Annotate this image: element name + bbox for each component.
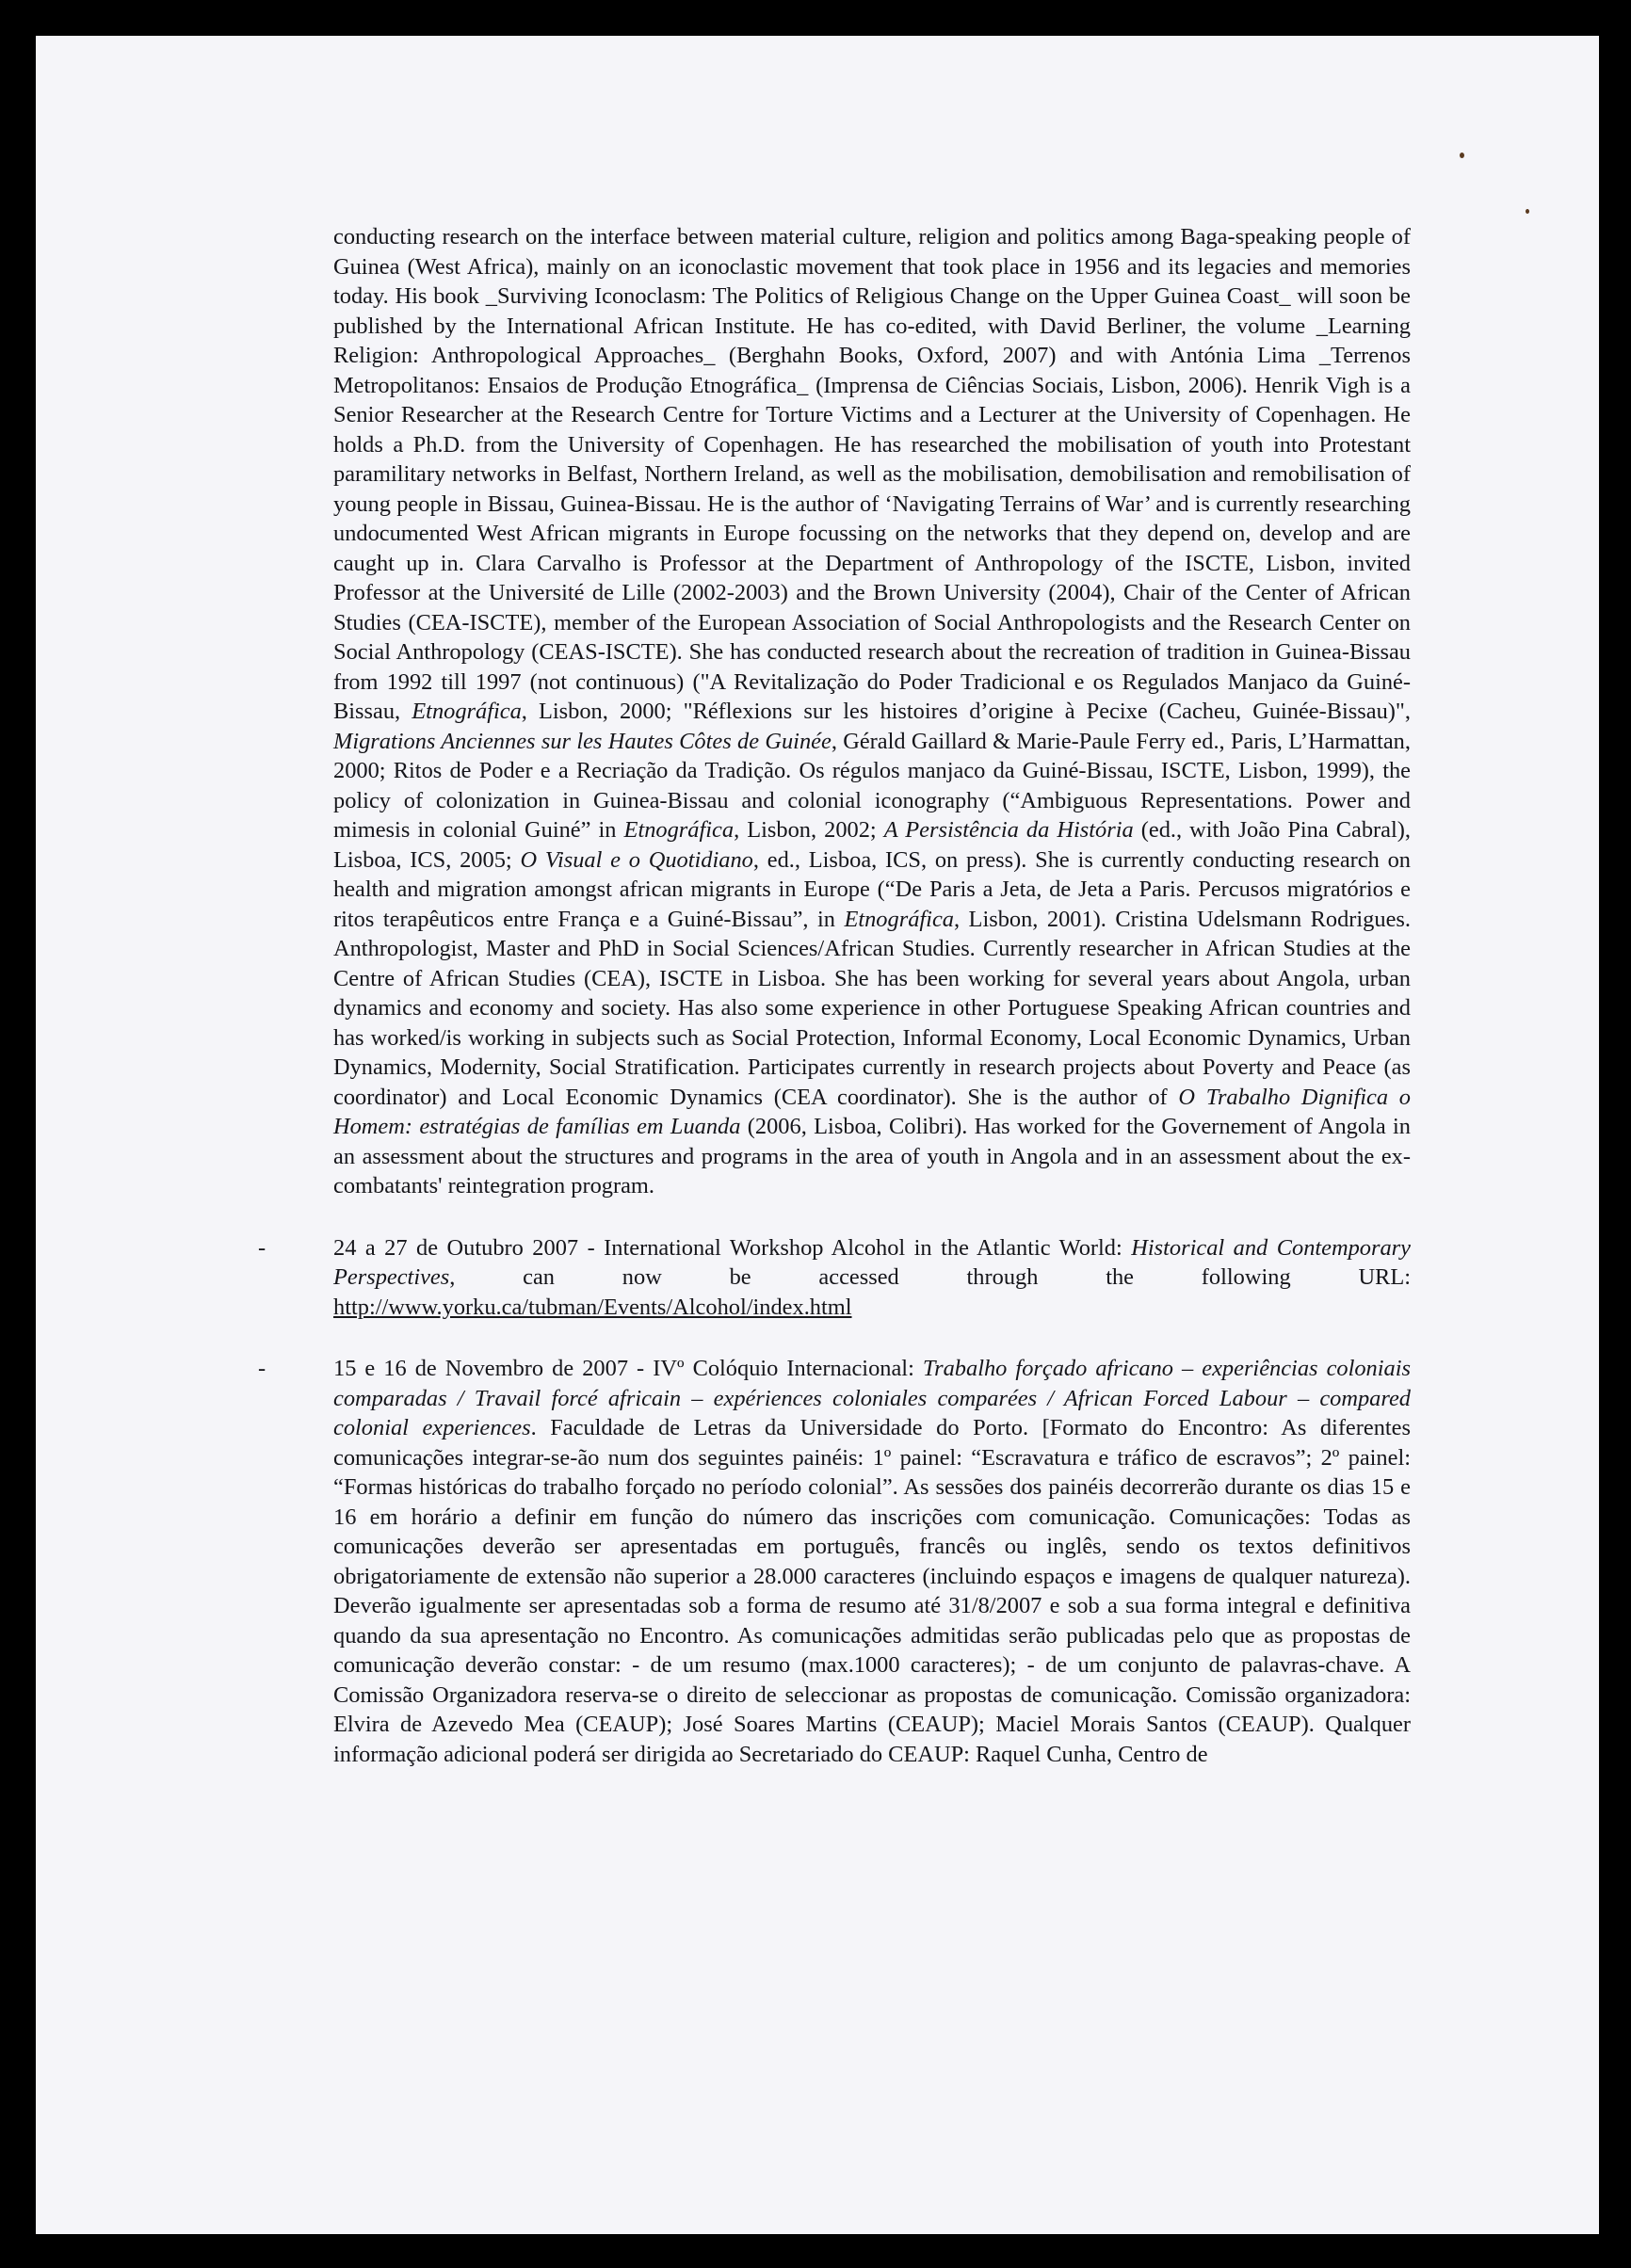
journal-title: Etnográfica — [623, 817, 735, 843]
bio-text: conducting research on the interface between material culture, religion and politics among Baga-speaking people of Guinea (West Africa), mainly on an iconoclastic movement that took place in 1956 and its legacies and memories today. His book _Surviving Iconoclasm: The Politics of Religious Change on the Upper Guinea Coast_ will soon be published by the International African Institute. He has co-edited, with David Berliner, the volume _Learning Religion: Anthropological Approaches_ (Berghahn Books, Oxford, 2007) and with Antónia Lima _Terrenos Metropolitanos: Ensaios de Produção Etnográfica_ (Imprensa de Ciências Sociais, Lisbon, 2006). Henrik Vigh is a Senior Researcher at the Research Centre for Torture Victims and a Lecturer at the University of Copenhagen. He holds a Ph.D. from the University of Copenhagen. He has researched the mobilisation of youth into Protestant paramilitary networks in Belfast, Northern Ireland, as well as the mobilisation, demobilisation and remobilisation of young people in Bissau, Guinea-Bissau. He is the author of ‘Navigating Terrains of War’ and is currently researching undocumented West African migrants in Europe focussing on the networks that they depend on, develop and are caught up in. Clara Carvalho is Professor at the Department of Anthropology of the ISCTE, Lisbon, invited Professor at the Université de Lille (2002-2003) and the Brown University (2004), Chair of the Center of African Studies (CEA-ISCTE), member of the European Association of Social Anthropologists and the Research Center on Social Anthropology (CEAS-ISCTE). She has conducted research about the recreation of tradition in Guinea-Bissau from 1992 till 1997 (not continuous) ("A Revitalização do Poder Tradicional e os Regulados Manjaco da Guiné-Bissau, — [333, 224, 1411, 724]
scanned-page — [36, 36, 1599, 2234]
book-title: Migrations Anciennes sur les Hautes Côtes de Guinée — [333, 728, 832, 754]
event-text: . Faculdade de Letras da Universidade do Porto. [Formato do Encontro: As diferentes comunicações integrar-se-ão num dos seguintes painéis: 1º painel: “Escravatura e tráfico de escravos”; 2º painel: “Formas históricas do trabalho forçado no período colonial”. As sessões dos painéis decorrerão durante os dias 15 e 16 em horário a definir em função do número das inscrições com comunicação. Comunicações: Todas as comunicações deverão ser apresentadas em português, francês ou inglês, sendo os textos definitivos obrigatoriamente de extensão não superior a 28.000 caracteres (incluindo espaços e imagens de qualquer natureza). Deverão igualmente ser apresentadas sob a forma de resumo até 31/8/2007 e sob a sua forma integral e definitiva quando da sua apresentação no Encontro. As comunicações admitidas serão publicadas pelo que as propostas de comunicação deverão constar: - de um resumo (max.1000 caracteres); - de um conjunto de palavras-chave. A Comissão Organizadora reserva-se o direito de seleccionar as propostas de comunicação. Comissão organizadora: Elvira de Azevedo Mea (CEAUP); José Soares Martins (CEAUP); Maciel Morais Santos (CEAUP). Qualquer informação adicional poderá ser dirigida ao Secretariado do CEAUP: Raquel Cunha, Centro de — [333, 1415, 1412, 1767]
book-title: O Trabalho Dignifica o Homem: estratégias de famílias em Luanda — [333, 1084, 1411, 1139]
bio-text: , ed., Lisboa, ICS, on press). She is currently conducting research on health and migration amongst african migrants in Europe (“De Paris a Jeta, de Jeta a Paris. Percusos migratórios e ritos terapêuticos entre França e a Guiné-Bissau”, in — [333, 846, 1411, 932]
event-text: 15 e 16 de Novembro de 2007 - IVº Colóquio Internacional: — [333, 1356, 923, 1381]
document-body — [258, 222, 1412, 1769]
scan-speck — [1460, 153, 1464, 158]
bio-text: (2006, Lisboa, Colibri). Has worked for the Governement of Angola in an assessment about the structures and programs in the area of youth in Angola and in an assessment about the ex-combatants' reintegration program. — [333, 1114, 1411, 1198]
bio-text: , Lisbon, 2000; "Réflexions sur les histoires d’origine à Pecixe (Cacheu, Guinée-Bissau)", — [521, 699, 1411, 724]
event-text: 24 a 27 de Outubro 2007 - International Workshop Alcohol in the Atlantic World: — [333, 1234, 1132, 1261]
list-dash: - — [258, 1356, 266, 1381]
event-url-link[interactable]: http://www.yorku.ca/tubman/Events/Alcohol/index.html — [333, 1294, 852, 1320]
bio-text: , Lisbon, 2002; — [734, 817, 884, 843]
list-dash: - — [258, 1234, 266, 1261]
journal-title: Etnográfica — [844, 906, 954, 932]
scan-speck — [1526, 209, 1529, 214]
journal-title: Etnográfica — [412, 699, 522, 724]
event-text: , can now be accessed through the following URL: — [449, 1264, 1411, 1290]
book-title: O Visual e o Quotidiano — [520, 846, 753, 873]
book-title: A Persistência da História — [883, 817, 1134, 843]
bio-text: , Gérald Gaillard & Marie-Paule Ferry ed., Paris, L’Harmattan, 2000; Ritos de Poder e a Recriação da Tradição. Os régulos manjaco da Guiné-Bissau, ISCTE, Lisbon, 1999), the policy of colonization in Guinea-Bissau and colonial iconography (“Ambiguous Representations. Power and mimesis in colonial Guiné” in — [333, 728, 1411, 843]
event-subtitle: Trabalho forçado africano – experiências coloniais comparadas / Travail forcé africain – expériences coloniales comparées / African Forced Labour – compared colonial experiences — [333, 1356, 1411, 1440]
bio-text: (ed., with João Pina Cabral), Lisboa, ICS, 2005; — [333, 817, 1411, 873]
event-item-forced-labour-colloquium — [258, 1354, 1412, 1769]
event-item-alcohol-workshop — [258, 1233, 1411, 1323]
bio-paragraph — [333, 222, 1411, 1201]
event-subtitle: Historical and Contemporary Perspectives — [333, 1234, 1411, 1290]
bio-text: , Lisbon, 2001). Cristina Udelsmann Rodrigues. Anthropologist, Master and PhD in Social Sciences/African Studies. Currently researcher in African Studies at the Centre of African Studies (CEA), ISCTE in Lisboa. She has been working for several years about Angola, urban dynamics and economy and society. Has also some experience in other Portuguese Speaking African countries and has worked/is working in subjects such as Social Protection, Informal Economy, Local Economic Dynamics, Urban Dynamics, Modernity, Social Stratification. Participates currently in research projects about Poverty and Peace (as coordinator) and Local Economic Dynamics (CEA coordinator). She is the author of — [333, 906, 1411, 1110]
